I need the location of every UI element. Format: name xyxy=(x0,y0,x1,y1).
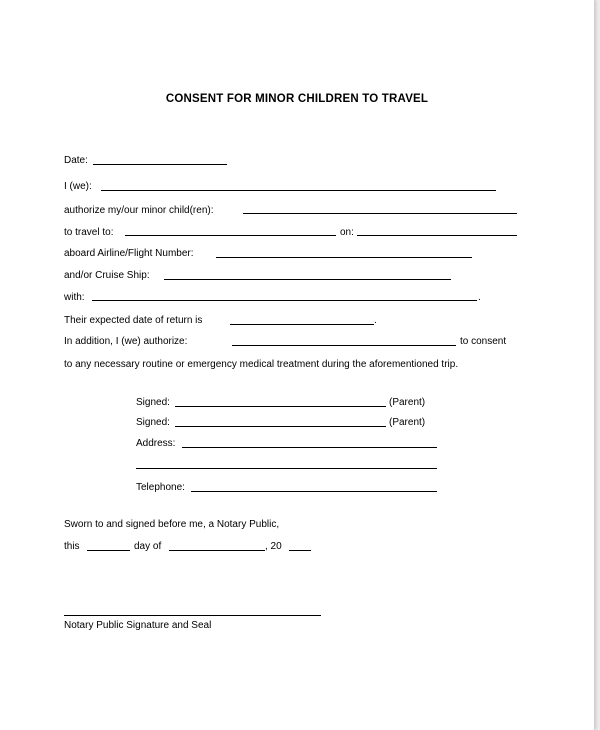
address-line-2[interactable] xyxy=(136,468,437,469)
cruise-line[interactable] xyxy=(164,279,451,280)
addition-label: In addition, I (we) authorize: xyxy=(64,336,188,347)
year-prefix: , 20 xyxy=(265,541,282,552)
parent-label-1: (Parent) xyxy=(389,397,426,408)
addition-suffix: to consent xyxy=(460,336,507,347)
date-label: Date: xyxy=(64,155,88,166)
i-we-line[interactable] xyxy=(101,190,496,191)
telephone-line[interactable] xyxy=(191,491,437,492)
travel-to-label: to travel to: xyxy=(64,227,114,238)
address-label: Address: xyxy=(136,438,176,449)
month-line[interactable] xyxy=(169,550,265,551)
with-label: with: xyxy=(64,292,85,303)
telephone-label: Telephone: xyxy=(136,482,185,493)
cruise-label: and/or Cruise Ship: xyxy=(64,270,150,281)
return-period: . xyxy=(374,315,377,326)
children-line[interactable] xyxy=(243,213,517,214)
day-number-line[interactable] xyxy=(87,550,130,551)
with-period: . xyxy=(478,292,481,303)
this-label: this xyxy=(64,541,80,552)
travel-date-line[interactable] xyxy=(357,235,517,236)
notary-signature-label: Notary Public Signature and Seal xyxy=(64,620,212,631)
signed-label-1: Signed: xyxy=(136,397,170,408)
notary-signature-line[interactable] xyxy=(64,615,321,616)
destination-line[interactable] xyxy=(125,235,336,236)
parent-label-2: (Parent) xyxy=(389,417,426,428)
with-line[interactable] xyxy=(92,300,477,301)
return-label: Their expected date of return is xyxy=(64,315,203,326)
date-line[interactable] xyxy=(93,164,227,165)
document-title: CONSENT FOR MINOR CHILDREN TO TRAVEL xyxy=(165,93,429,105)
authorized-person-line[interactable] xyxy=(232,345,456,346)
parent-signature-line-2[interactable] xyxy=(175,426,386,427)
address-line-1[interactable] xyxy=(182,447,437,448)
i-we-label: I (we): xyxy=(64,181,92,192)
year-line[interactable] xyxy=(289,550,311,551)
parent-signature-line-1[interactable] xyxy=(175,406,386,407)
sworn-statement: Sworn to and signed before me, a Notary Public, xyxy=(64,519,280,530)
signed-label-2: Signed: xyxy=(136,417,170,428)
addition-line-2: to any necessary routine or emergency medical treatment during the aforementioned trip. xyxy=(64,359,459,370)
on-label: on: xyxy=(340,227,354,238)
airline-line[interactable] xyxy=(216,257,472,258)
airline-label: aboard Airline/Flight Number: xyxy=(64,248,194,259)
return-date-line[interactable] xyxy=(230,324,374,325)
day-of-label: day of xyxy=(134,541,162,552)
authorize-label: authorize my/our minor child(ren): xyxy=(64,205,214,216)
